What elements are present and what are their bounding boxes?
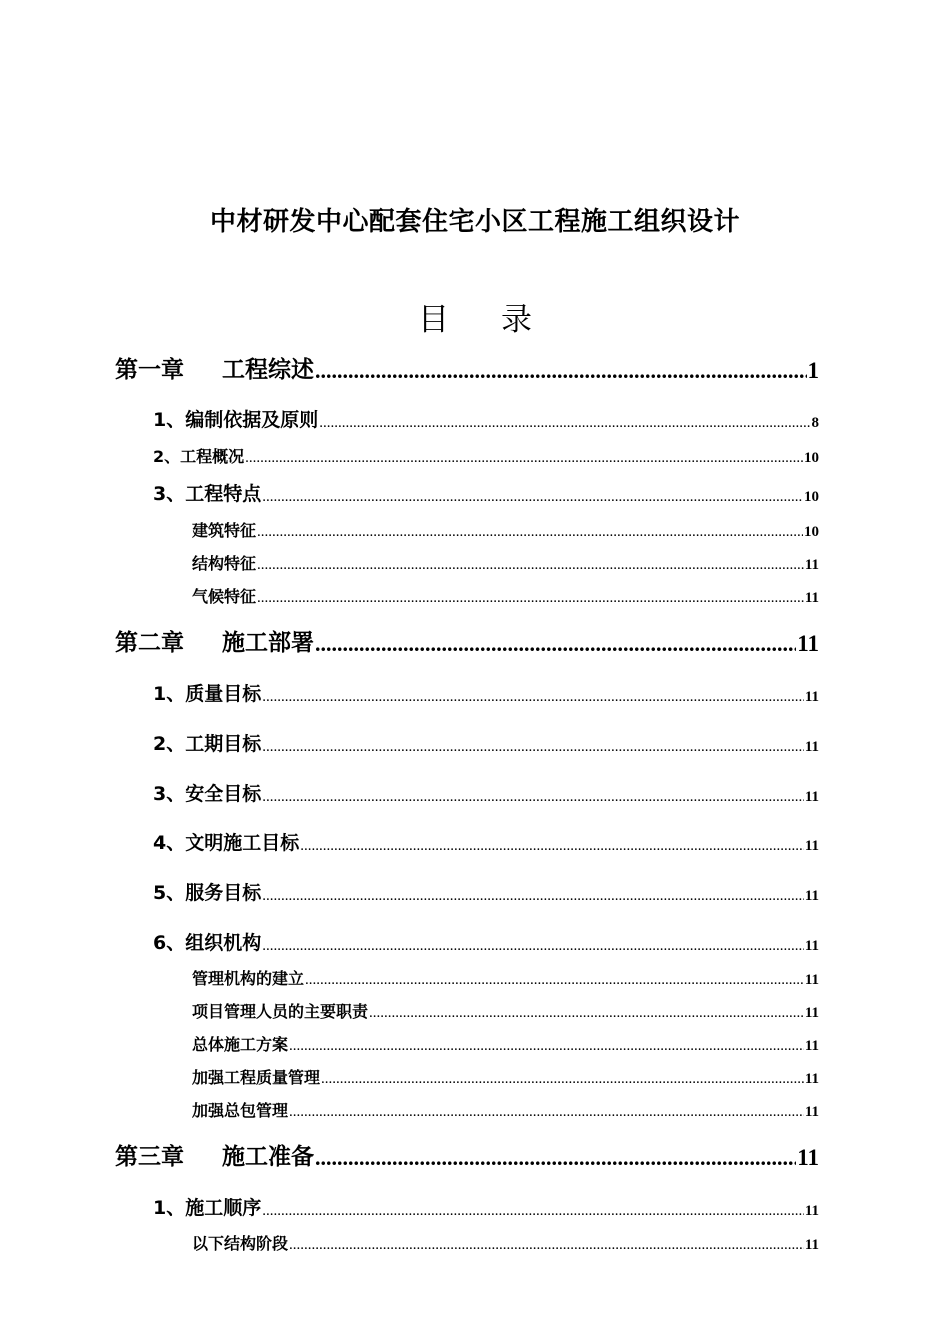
page-number: 11: [797, 631, 819, 656]
page-number: 11: [804, 1038, 819, 1054]
dot-leader: [262, 689, 804, 706]
page-number: 11: [797, 1145, 819, 1170]
dot-leader: [315, 631, 796, 657]
toc-subsection-2-6-b[interactable]: [192, 1000, 819, 1022]
chapter-number: 第三章: [115, 1144, 184, 1170]
chapter-title: 工程综述: [222, 357, 314, 383]
toc-subsection-label: 加强工程质量管理: [192, 1068, 321, 1087]
toc-subsection-label: 总体施工方案: [192, 1035, 289, 1054]
page-number: 11: [804, 789, 819, 805]
chapter-number: 第二章: [115, 630, 184, 656]
document-title: 中材研发中心配套住宅小区工程施工组织设计: [209, 207, 740, 237]
dot-leader: [257, 590, 804, 607]
page-number: 11: [804, 1104, 819, 1120]
toc-subsection-1-3-b[interactable]: [192, 552, 819, 574]
dot-leader: [262, 739, 804, 756]
toc-subsection-2-6-d[interactable]: [192, 1066, 819, 1088]
toc-subsection-label: 建筑特征: [192, 521, 257, 540]
dot-leader: [257, 557, 804, 574]
toc-subsection-label: 管理机构的建立: [192, 969, 305, 988]
toc-section-2-2[interactable]: [153, 730, 819, 756]
dot-leader: [300, 838, 804, 855]
toc-section-label: 4、文明施工目标: [153, 832, 300, 854]
dot-leader: [262, 1203, 804, 1220]
toc-subsection-2-6-e[interactable]: [192, 1099, 819, 1121]
toc-section-3-1[interactable]: [153, 1194, 819, 1220]
toc-section-2-1[interactable]: [153, 680, 819, 706]
page-number: 1: [807, 358, 819, 383]
toc-section-label: 3、工程特点: [153, 483, 262, 505]
page-number: 11: [804, 557, 819, 573]
toc-chapter-2[interactable]: [115, 627, 819, 657]
page-number: 10: [804, 524, 819, 540]
dot-leader: [289, 1237, 804, 1254]
toc-section-1-3[interactable]: [153, 480, 819, 506]
dot-leader: [262, 888, 804, 905]
toc-section-1-1[interactable]: [153, 406, 819, 432]
dot-leader: [289, 1038, 804, 1055]
page-number: 11: [804, 1071, 819, 1087]
toc-subsection-label: 结构特征: [192, 554, 257, 573]
toc-heading-right: 录: [501, 302, 532, 338]
page-number: 11: [804, 972, 819, 988]
toc-heading-left: 目: [418, 302, 449, 338]
dot-leader: [321, 1071, 804, 1088]
dot-leader: [315, 358, 807, 384]
toc-subsection-label: 气候特征: [192, 587, 257, 606]
dot-leader: [319, 415, 810, 432]
toc-section-label: 3、安全目标: [153, 783, 262, 805]
toc-chapter-label: [115, 624, 314, 657]
toc-subsection-1-3-c[interactable]: [192, 585, 819, 607]
dot-leader: [315, 1145, 796, 1171]
toc-subsection-2-6-c[interactable]: [192, 1033, 819, 1055]
toc-subsection-3-1-a[interactable]: [192, 1232, 819, 1254]
toc-section-label: 1、编制依据及原则: [153, 409, 319, 431]
toc-section-label: 5、服务目标: [153, 882, 262, 904]
page-number: 11: [804, 838, 819, 854]
dot-leader: [369, 1005, 804, 1022]
toc-section-label: 1、施工顺序: [153, 1197, 262, 1219]
toc-subsection-2-6-a[interactable]: [192, 967, 819, 989]
dot-leader: [289, 1104, 804, 1121]
toc-subsection-label: 项目管理人员的主要职责: [192, 1002, 369, 1021]
dot-leader: [257, 524, 803, 541]
toc-section-label: 2、工程概况: [153, 447, 245, 466]
page-number: 10: [804, 450, 819, 466]
toc-section-2-5[interactable]: [153, 879, 819, 905]
toc-subsection-1-3-a[interactable]: [192, 519, 819, 541]
dot-leader: [245, 450, 803, 467]
page-number: 11: [804, 739, 819, 755]
dot-leader: [262, 789, 804, 806]
toc-chapter-label: [115, 351, 314, 384]
page-number: 11: [804, 1237, 819, 1253]
toc-chapter-3[interactable]: [115, 1141, 819, 1171]
dot-leader: [262, 938, 804, 955]
page-number: 11: [804, 590, 819, 606]
toc-section-label: 6、组织机构: [153, 932, 262, 954]
toc-subsection-label: 以下结构阶段: [192, 1234, 289, 1253]
toc-chapter-label: [115, 1138, 314, 1171]
toc-chapter-1[interactable]: [115, 354, 819, 384]
page-number: 10: [804, 489, 819, 505]
toc-section-2-4[interactable]: [153, 829, 819, 855]
chapter-title: 施工准备: [222, 1144, 314, 1170]
toc-heading: [0, 298, 950, 342]
toc-section-2-3[interactable]: [153, 780, 819, 806]
page-number: 11: [804, 888, 819, 904]
toc-section-1-2[interactable]: [153, 445, 819, 467]
chapter-number: 第一章: [115, 357, 184, 383]
page-number: 11: [804, 1005, 819, 1021]
toc-subsection-label: 加强总包管理: [192, 1101, 289, 1120]
dot-leader: [305, 972, 804, 989]
dot-leader: [262, 489, 803, 506]
toc-section-2-6[interactable]: [153, 929, 819, 955]
page-number: 8: [811, 415, 819, 431]
toc-section-label: 2、工期目标: [153, 733, 262, 755]
chapter-title: 施工部署: [222, 630, 314, 656]
page-number: 11: [804, 1203, 819, 1219]
page-number: 11: [804, 938, 819, 954]
toc-section-label: 1、质量目标: [153, 683, 262, 705]
page-number: 11: [804, 689, 819, 705]
